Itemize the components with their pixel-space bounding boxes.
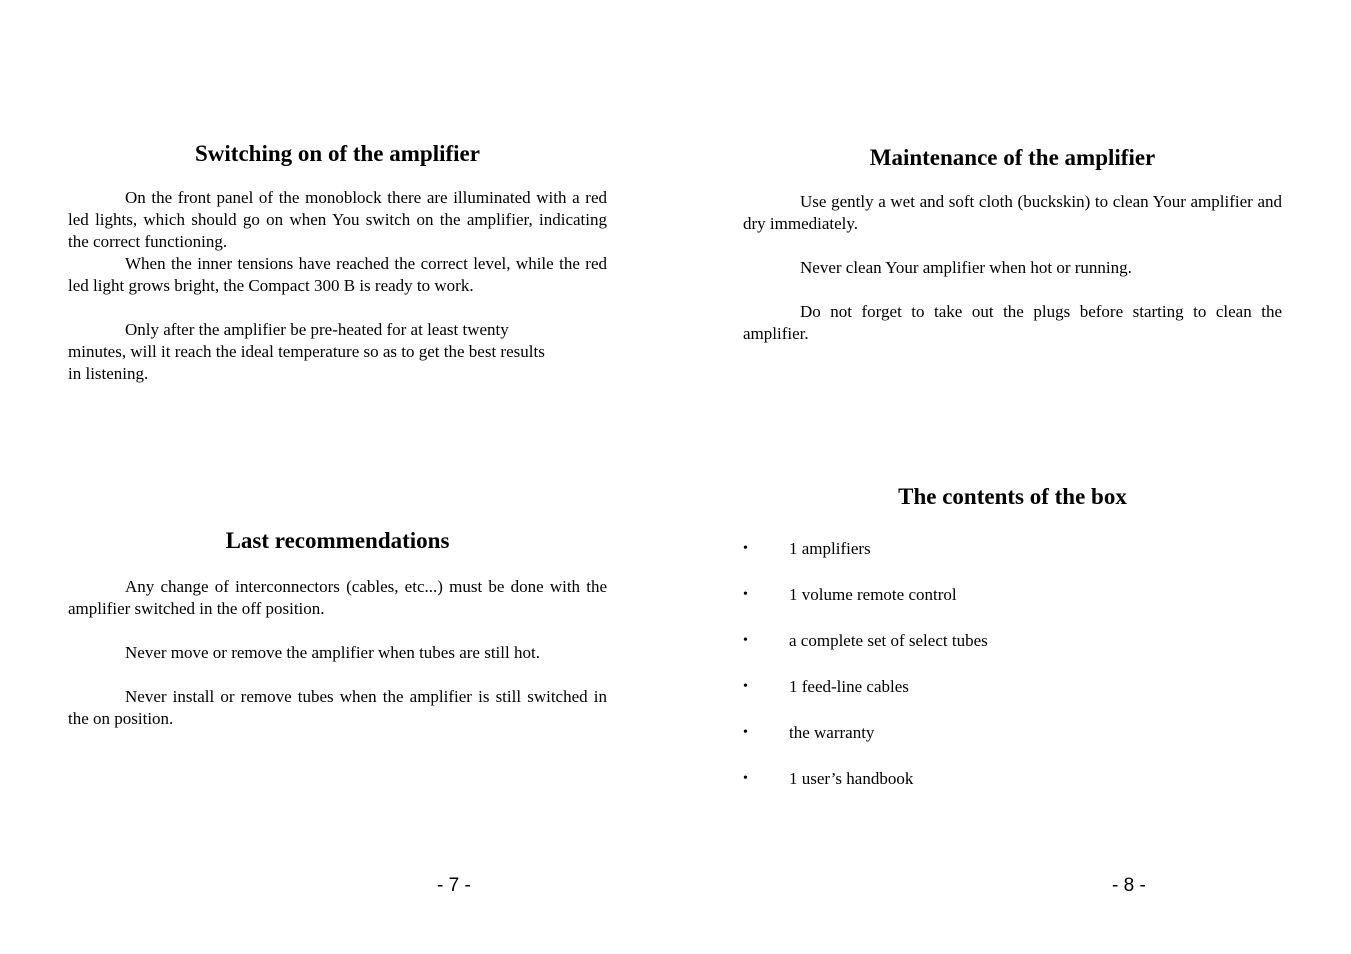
contents-list	[743, 538, 1282, 790]
list-item	[743, 584, 1282, 606]
list-item	[743, 676, 1282, 698]
switching-paragraph-3: Only after the amplifier be pre-heated for at least twenty minutes, will it reach the ideal temperature so as to get the best results in listening.	[68, 320, 545, 383]
list-item-label: a complete set of select tubes	[789, 631, 988, 650]
list-item	[743, 768, 1282, 790]
bullet-icon: •	[743, 633, 748, 648]
recommendations-paragraph-1: Any change of interconnectors (cables, etc...) must be done with the amplifier switched in the off position.	[68, 577, 607, 618]
switching-paragraph-2: When the inner tensions have reached the correct level, while the red led light grows bright, the Compact 300 B is ready to work.	[68, 254, 607, 295]
page-number-right: - 8 -	[1112, 875, 1146, 896]
maintenance-paragraph-3: Do not forget to take out the plugs before starting to clean the amplifier.	[743, 302, 1282, 343]
maintenance-paragraph-2: Never clean Your amplifier when hot or running.	[800, 258, 1132, 277]
list-item	[743, 538, 1282, 560]
maintenance-section	[743, 144, 1282, 345]
bullet-icon: •	[743, 771, 748, 786]
switching-title: Switching on of the amplifier	[195, 141, 480, 166]
recommendations-section	[68, 527, 607, 730]
recommendations-paragraph-3: Never install or remove tubes when the amplifier is still switched in the on position.	[68, 687, 607, 728]
bullet-icon: •	[743, 587, 748, 602]
maintenance-title: Maintenance of the amplifier	[869, 145, 1156, 170]
list-item-label: 1 volume remote control	[789, 585, 957, 604]
list-item-label: 1 feed-line cables	[789, 677, 909, 696]
switching-section	[68, 140, 607, 385]
bullet-icon: •	[743, 725, 748, 740]
list-item	[743, 630, 1282, 652]
contents-title: The contents of the box	[898, 484, 1127, 509]
recommendations-title: Last recommendations	[225, 528, 450, 553]
page-number-left: - 7 -	[437, 875, 471, 896]
maintenance-paragraph-1: Use gently a wet and soft cloth (buckskin) to clean Your amplifier and dry immediately.	[743, 192, 1282, 233]
switching-paragraph-1: On the front panel of the monoblock there are illuminated with a red led lights, which should go on when You switch on the amplifier, indicating the correct functioning.	[68, 188, 607, 251]
recommendations-paragraph-2: Never move or remove the amplifier when tubes are still hot.	[125, 643, 540, 662]
list-item-label: 1 user’s handbook	[789, 769, 914, 788]
contents-section	[743, 483, 1282, 814]
list-item	[743, 722, 1282, 744]
bullet-icon: •	[743, 541, 748, 556]
list-item-label: 1 amplifiers	[789, 539, 871, 558]
bullet-icon: •	[743, 679, 748, 694]
list-item-label: the warranty	[789, 723, 875, 742]
